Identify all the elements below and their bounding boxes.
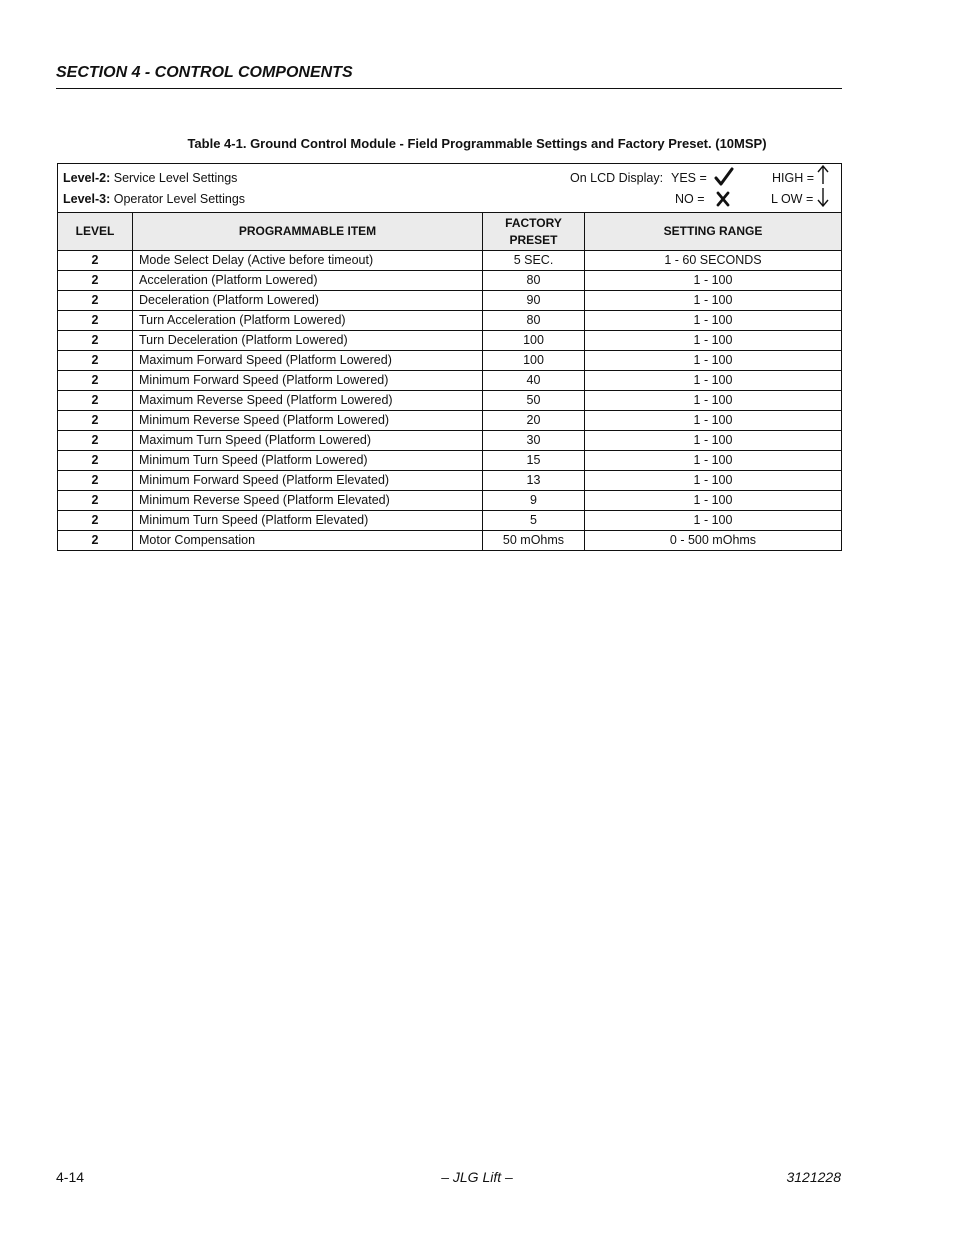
row-range: 1 - 100 <box>585 331 842 351</box>
row-level: 2 <box>58 531 133 551</box>
table-row <box>58 251 842 271</box>
row-preset: 5 SEC. <box>483 251 585 271</box>
row-level: 2 <box>58 291 133 311</box>
legend-row <box>58 164 842 213</box>
row-preset: 100 <box>483 331 585 351</box>
low-label: L OW = <box>771 192 814 206</box>
row-level: 2 <box>58 371 133 391</box>
row-item: Maximum Reverse Speed (Platform Lowered) <box>133 391 483 411</box>
row-preset: 20 <box>483 411 585 431</box>
column-header-level: LEVEL <box>58 213 133 251</box>
table-row <box>58 511 842 531</box>
table-row <box>58 351 842 371</box>
row-level: 2 <box>58 411 133 431</box>
table-row <box>58 291 842 311</box>
row-item: Minimum Forward Speed (Platform Elevated) <box>133 471 483 491</box>
row-preset: 30 <box>483 431 585 451</box>
row-range: 1 - 100 <box>585 351 842 371</box>
row-preset: 50 mOhms <box>483 531 585 551</box>
row-range: 1 - 100 <box>585 311 842 331</box>
row-item: Minimum Turn Speed (Platform Elevated) <box>133 511 483 531</box>
table-row <box>58 491 842 511</box>
row-range: 1 - 100 <box>585 411 842 431</box>
row-range: 1 - 100 <box>585 491 842 511</box>
level2-text: Service Level Settings <box>113 171 238 185</box>
row-item: Minimum Turn Speed (Platform Lowered) <box>133 451 483 471</box>
settings-table <box>57 163 842 551</box>
yes-label: YES = <box>671 171 707 185</box>
table-row <box>58 431 842 451</box>
row-preset: 50 <box>483 391 585 411</box>
row-item: Acceleration (Platform Lowered) <box>133 271 483 291</box>
row-item: Minimum Forward Speed (Platform Lowered) <box>133 371 483 391</box>
row-level: 2 <box>58 331 133 351</box>
row-preset: 90 <box>483 291 585 311</box>
table-row <box>58 471 842 491</box>
table-row <box>58 391 842 411</box>
row-range: 1 - 100 <box>585 471 842 491</box>
row-level: 2 <box>58 351 133 371</box>
check-icon <box>714 167 734 187</box>
row-range: 1 - 100 <box>585 511 842 531</box>
row-preset: 15 <box>483 451 585 471</box>
row-item: Turn Deceleration (Platform Lowered) <box>133 331 483 351</box>
row-item: Minimum Reverse Speed (Platform Lowered) <box>133 411 483 431</box>
level2-legend <box>63 171 237 185</box>
row-level: 2 <box>58 391 133 411</box>
table-row <box>58 531 842 551</box>
row-item: Minimum Reverse Speed (Platform Elevated) <box>133 491 483 511</box>
row-level: 2 <box>58 431 133 451</box>
arrow-up-icon <box>817 165 829 185</box>
row-preset: 80 <box>483 271 585 291</box>
row-preset: 100 <box>483 351 585 371</box>
row-item: Maximum Forward Speed (Platform Lowered) <box>133 351 483 371</box>
row-level: 2 <box>58 491 133 511</box>
no-label: NO = <box>675 192 705 206</box>
row-preset: 13 <box>483 471 585 491</box>
x-icon <box>716 191 730 207</box>
row-item: Mode Select Delay (Active before timeout) <box>133 251 483 271</box>
row-item: Turn Acceleration (Platform Lowered) <box>133 311 483 331</box>
high-label: HIGH = <box>772 171 815 185</box>
row-range: 1 - 100 <box>585 391 842 411</box>
row-range: 1 - 60 SECONDS <box>585 251 842 271</box>
column-header-item: PROGRAMMABLE ITEM <box>133 213 483 251</box>
table-header-row <box>58 213 842 251</box>
row-preset: 40 <box>483 371 585 391</box>
row-range: 0 - 500 mOhms <box>585 531 842 551</box>
row-level: 2 <box>58 271 133 291</box>
arrow-down-icon <box>817 187 829 207</box>
table-row <box>58 451 842 471</box>
row-level: 2 <box>58 471 133 491</box>
table-row <box>58 271 842 291</box>
row-level: 2 <box>58 451 133 471</box>
table-row <box>58 411 842 431</box>
row-range: 1 - 100 <box>585 431 842 451</box>
lcd-display-label: On LCD Display: <box>570 171 664 185</box>
row-range: 1 - 100 <box>585 291 842 311</box>
column-header-preset: FACTORY PRESET <box>483 213 585 251</box>
table-title: Table 4-1. Ground Control Module - Field Programmable Settings and Factory Preset. (10MSP) <box>187 136 767 151</box>
document-number: 3121228 <box>786 1169 841 1185</box>
section-title: SECTION 4 - CONTROL COMPONENTS <box>56 64 842 89</box>
row-level: 2 <box>58 311 133 331</box>
row-preset: 80 <box>483 311 585 331</box>
row-range: 1 - 100 <box>585 371 842 391</box>
row-preset: 9 <box>483 491 585 511</box>
row-item: Maximum Turn Speed (Platform Lowered) <box>133 431 483 451</box>
row-level: 2 <box>58 511 133 531</box>
row-item: Deceleration (Platform Lowered) <box>133 291 483 311</box>
level3-label: Level-3: <box>63 192 111 206</box>
level3-legend <box>63 192 245 206</box>
row-item: Motor Compensation <box>133 531 483 551</box>
table-row <box>58 331 842 351</box>
column-header-range: SETTING RANGE <box>585 213 842 251</box>
table-row <box>58 371 842 391</box>
level3-text: Operator Level Settings <box>113 192 246 206</box>
page-number: 4-14 <box>56 1169 85 1185</box>
footer-brand: – JLG Lift – <box>441 1169 513 1185</box>
row-level: 2 <box>58 251 133 271</box>
row-range: 1 - 100 <box>585 451 842 471</box>
level2-label: Level-2: <box>63 171 111 185</box>
legend <box>58 164 841 212</box>
row-range: 1 - 100 <box>585 271 842 291</box>
table-row <box>58 311 842 331</box>
row-preset: 5 <box>483 511 585 531</box>
